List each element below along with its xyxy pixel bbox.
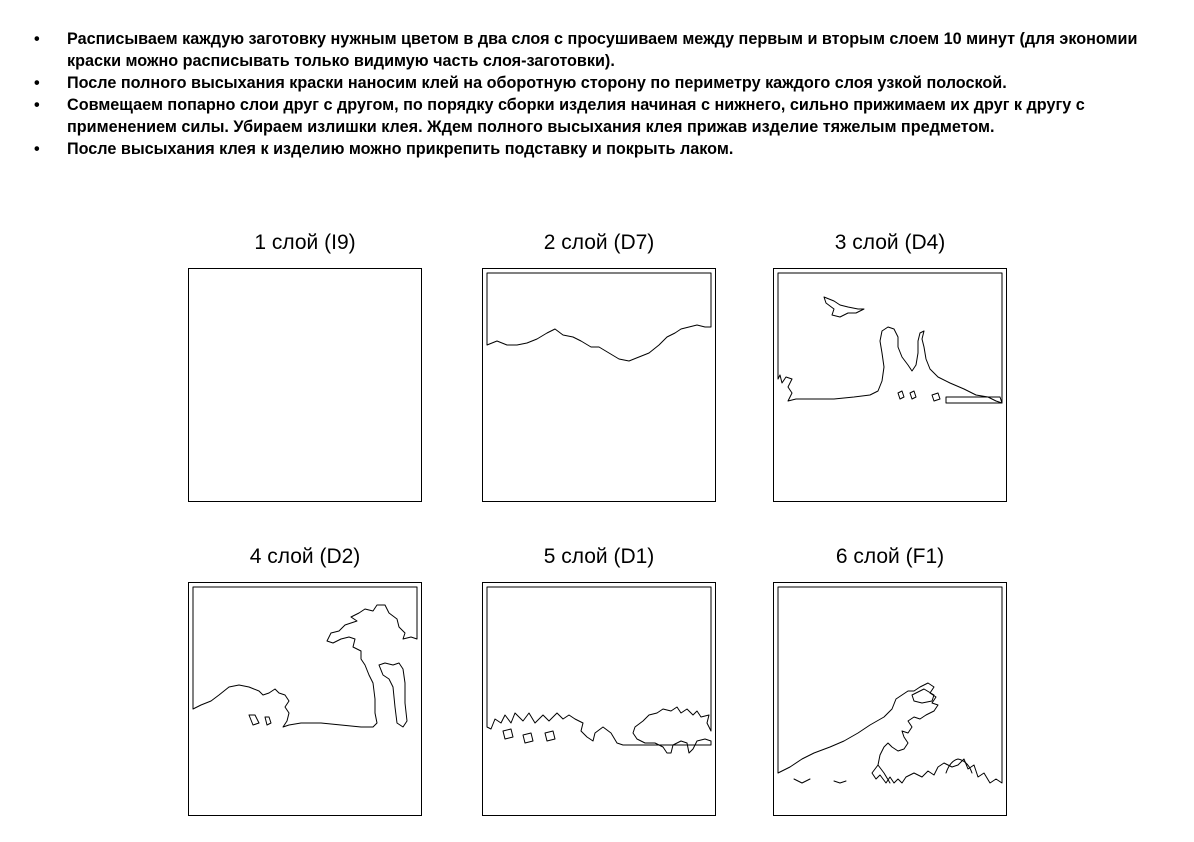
- layer-title: 6 слой (F1): [835, 545, 945, 568]
- instruction-item: [30, 138, 1170, 160]
- bullet: •: [34, 30, 40, 48]
- layer-3: [773, 228, 1007, 258]
- instruction-item: [30, 94, 1170, 138]
- t-rex-cutout: [774, 583, 1006, 815]
- layer-title: 5 слой (D1): [543, 545, 655, 568]
- layer-5: [482, 542, 716, 572]
- layer-4: [188, 542, 422, 572]
- layer-1: [188, 228, 422, 258]
- instruction-text: Расписываем каждую заготовку нужным цветом в два слоя с просушиваем между первым и вторым слоем 10 минут (для экономии краски можно расписывать только видимую часть слоя-заготовки).: [67, 30, 1138, 70]
- layer-title: 1 слой (I9): [254, 231, 356, 254]
- pterodactyl-shape: [824, 297, 864, 317]
- instruction-text: После полного высыхания краски наносим клей на оборотную сторону по периметру каждого слоя узкой полоской.: [67, 74, 1007, 92]
- layer-frame: [188, 268, 422, 502]
- layer-1-blank: [189, 269, 421, 501]
- palm-and-triceratops-cutout: [189, 583, 421, 815]
- layer-title: 4 слой (D2): [249, 545, 361, 568]
- layer-frame: [482, 268, 716, 502]
- instruction-item: [30, 72, 1170, 94]
- layer-6: [773, 542, 1007, 572]
- layer-frame: [482, 582, 716, 816]
- instruction-text: После высыхания клея к изделию можно прикрепить подставку и покрыть лаком.: [67, 140, 734, 158]
- layer-title: 2 слой (D7): [543, 231, 655, 254]
- palm-trunk-shape: [379, 663, 407, 727]
- bullet: •: [34, 96, 40, 114]
- layer-frame: [773, 582, 1007, 816]
- layer-frame: [188, 582, 422, 816]
- long-neck-dinos-cutout: [774, 269, 1006, 501]
- bullet: •: [34, 74, 40, 92]
- layer-frame: [773, 268, 1007, 502]
- instruction-list: [30, 28, 1170, 160]
- layer-2: [482, 228, 716, 258]
- mountains-cutout: [483, 269, 715, 501]
- layer-title: 3 слой (D4): [834, 231, 946, 254]
- plants-and-stegosaurus-cutout: [483, 583, 715, 815]
- instruction-text: Совмещаем попарно слои друг с другом, по порядку сборки изделия начиная с нижнего, сильно прижимаем их друг к другу с применением силы. Убираем излишки клея. Ждем полного высыхания клея прижав изделие тяжелым предметом.: [67, 96, 1085, 136]
- instruction-item: [30, 28, 1170, 72]
- bullet: •: [34, 140, 40, 158]
